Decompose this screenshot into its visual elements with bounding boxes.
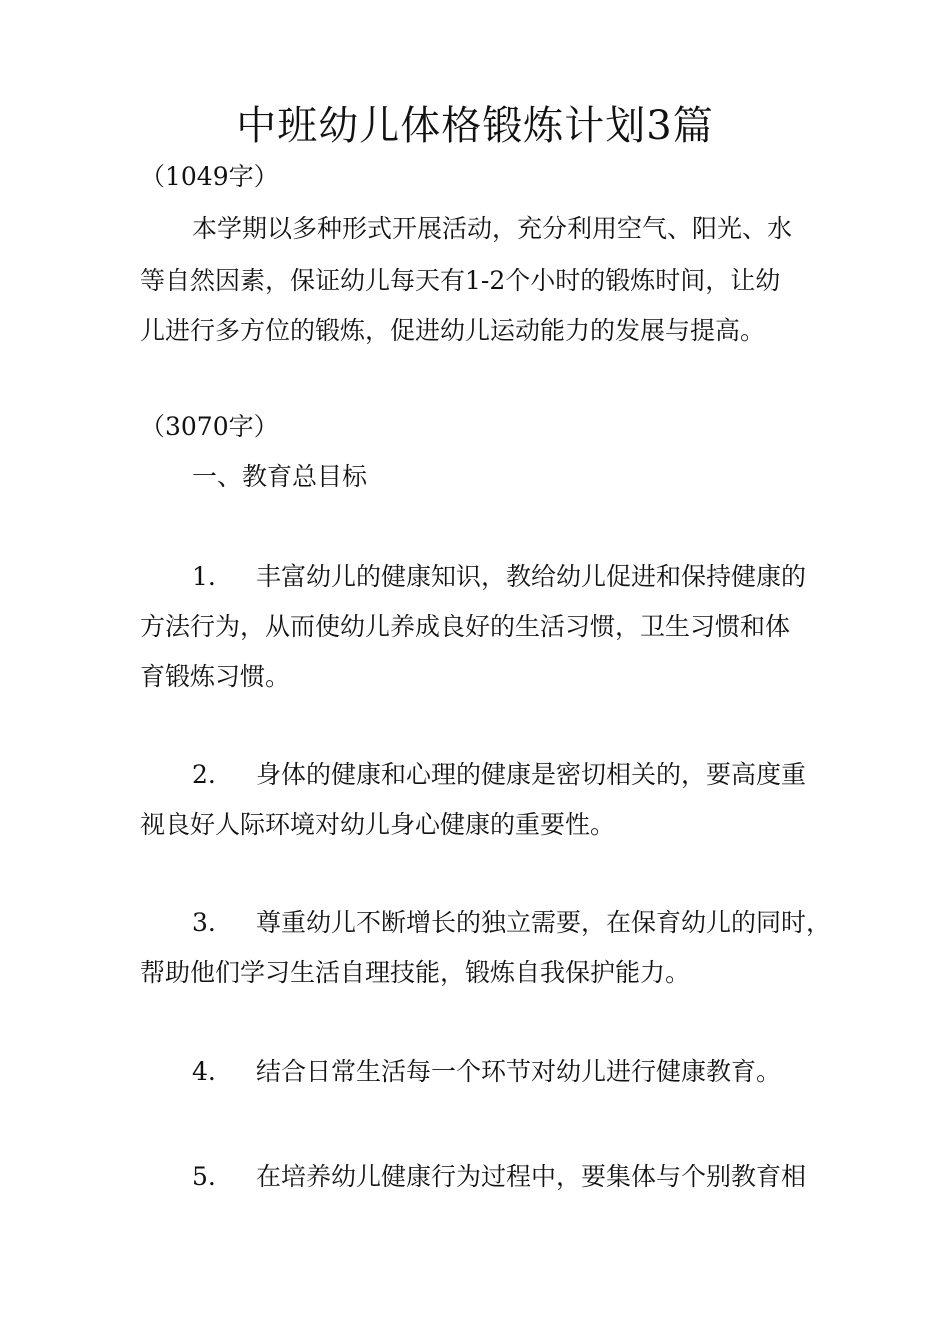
list-item-1-line-3: 育锻炼习惯。 [140,662,291,691]
list-item-2-line-2: 视良好人际环境对幼儿身心健康的重要性。 [140,810,616,839]
section-heading: 一、教育总目标 [192,462,368,491]
paragraph-1-line-1: 本学期以多种形式开展活动，充分利用空气、阳光、水 [192,214,793,243]
paragraph-1-line-2: 等自然因素，保证幼儿每天有1-2个小时的锻炼时间，让幼 [140,266,781,295]
list-item-number-4: 4. [192,1057,216,1086]
wordcount-label-1: （1049字） [140,162,279,191]
wordcount-label-2: （3070字） [140,412,279,441]
list-item-number-1: 1. [192,562,216,591]
list-item-number-2: 2. [192,760,216,789]
list-item-2-line-1: 身体的健康和心理的健康是密切相关的，要高度重 [256,760,807,789]
list-item-number-3: 3. [192,908,216,937]
list-item-number-5: 5. [192,1162,216,1191]
list-item-4-line-1: 结合日常生活每一个环节对幼儿进行健康教育。 [256,1057,782,1086]
document-title: 中班幼儿体格锻炼计划3篇 [236,103,714,149]
list-item-3-line-2: 帮助他们学习生活自理技能，锻炼自我保护能力。 [140,958,691,987]
paragraph-1-line-3: 儿进行多方位的锻炼，促进幼儿运动能力的发展与提高。 [140,316,766,345]
list-item-1-line-2: 方法行为，从而使幼儿养成良好的生活习惯，卫生习惯和体 [140,612,791,641]
list-item-3-line-1: 尊重幼儿不断增长的独立需要，在保育幼儿的同时， [256,908,832,937]
list-item-1-line-1: 丰富幼儿的健康知识，教给幼儿促进和保持健康的 [256,562,807,591]
list-item-5-line-1: 在培养幼儿健康行为过程中，要集体与个别教育相 [256,1162,807,1191]
